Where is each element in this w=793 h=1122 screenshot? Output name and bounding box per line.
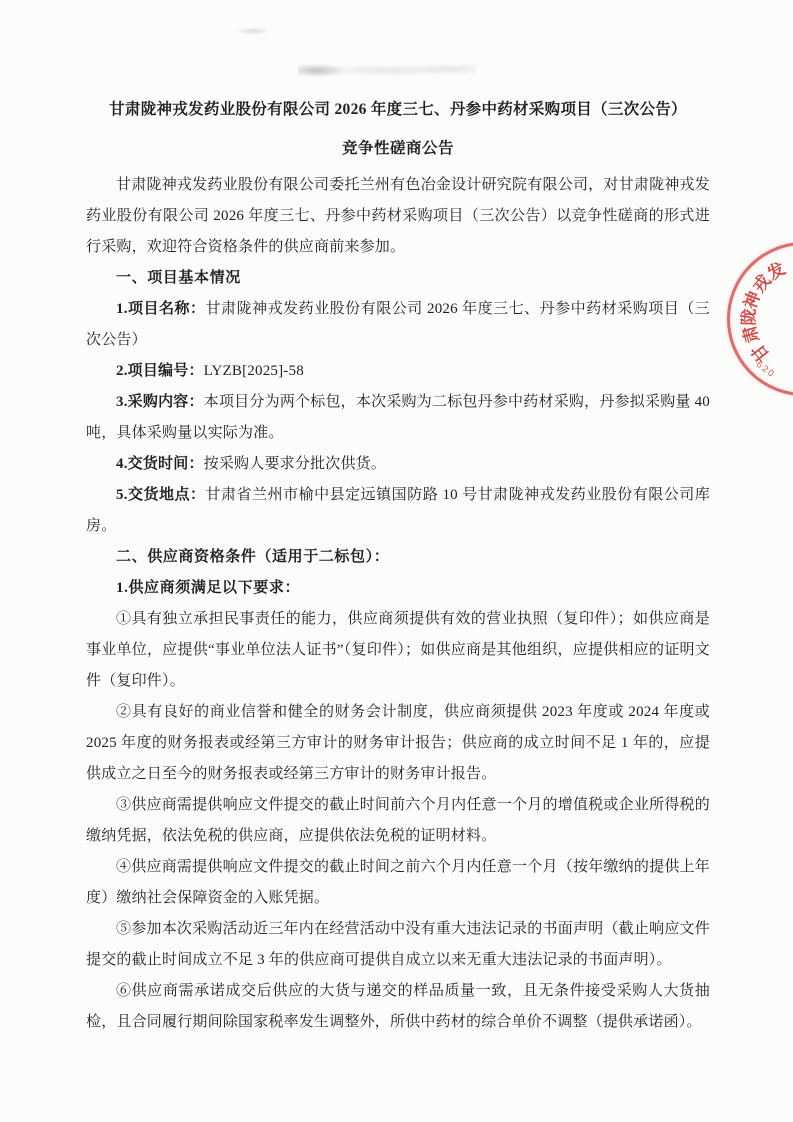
requirement-paragraph-4: ④供应商需提供响应文件提交的截止时间之前六个月内任意一个月（按年缴纳的提供上年度）缴纳社会保障资金的入账凭据。: [86, 859, 710, 906]
document-title: 甘肃陇神戎发药业股份有限公司 2026 年度三七、丹参中药材采购项目（三次公告）: [109, 101, 687, 118]
item-label: 2.项目编号：: [116, 363, 204, 379]
requirement-paragraph-5: ⑤参加本次采购活动近三年内在经营活动中没有重大违法记录的书面声明（截止响应文件提交的截止时间成立不足 3 年的供应商可提供自成立以来无重大违法记录的书面声明）。: [86, 921, 710, 968]
item-text: 按采购人要求分批次供货。: [203, 456, 387, 472]
section-heading-2: 二、供应商资格条件（适用于二标包）：: [116, 549, 390, 565]
item-text: 甘肃陇神戎发药业股份有限公司 2026 年度三七、丹参中药材采购项目（三次公告）: [86, 301, 711, 348]
item-label: 1.项目名称：: [116, 301, 206, 317]
item-label: 3.采购内容：: [116, 394, 204, 410]
scan-smudge: [226, 25, 280, 37]
item-text: 本项目分为两个标包，本次采购为二标包丹参中药材采购，丹参拟采购量 40 吨，具体采购量以实际为准。: [86, 394, 710, 441]
section2-sub-heading: 1.供应商须满足以下要求：: [116, 580, 301, 596]
requirement-paragraph-6: ⑥供应商需承诺成交后供应的大货与递交的样品质量一致，且无条件接受采购人大货抽检，且合同履行期间除国家税率发生调整外，所供中药材的综合单价不调整（提供承诺函）。: [86, 983, 710, 1030]
requirement-paragraph-1: ①具有独立承担民事责任的能力，供应商须提供有效的营业执照（复印件）；如供应商是事业单位，应提供“事业单位法人证书”（复印件）；如供应商是其他组织，应提供相应的证明文件（复印件）。: [86, 611, 710, 689]
stamp-character: 甘: [747, 340, 774, 366]
company-seal-stamp: [727, 242, 793, 396]
item-label: 4.交货时间：: [116, 456, 204, 472]
item-text: 甘肃省兰州市榆中县定远镇国防路 10 号甘肃陇神戎发药业股份有限公司库房。: [86, 487, 710, 534]
project-item-content: [86, 387, 710, 449]
item-label: 5.交货地点：: [116, 487, 206, 503]
stamp-number: 620: [754, 358, 778, 380]
stamp-character: 戎: [749, 271, 775, 297]
requirement-paragraph-3: ③供应商需提供响应文件提交的截止时间前六个月内任意一个月的增值税或企业所得税的缴纳凭据，依法免税的供应商，应提供依法免税的证明材料。: [86, 797, 710, 844]
document-body: [86, 96, 710, 1038]
scan-smudge: [298, 60, 476, 79]
project-item-name: [86, 294, 710, 356]
section-heading-1: 一、项目基本情况: [116, 270, 241, 286]
intro-paragraph: 甘肃陇神戎发药业股份有限公司委托兰州有色冶金设计研究院有限公司，对甘肃陇神戎发药业股份有限公司 2026 年度三七、丹参中药材采购项目（三次公告）以竞争性磋商的形式进行采购，欢迎符合资格条件的供应商前来参加。: [86, 177, 710, 255]
document-subtitle: 竞争性磋商公告: [341, 140, 454, 157]
stamp-character: 陇: [739, 308, 759, 326]
item-text: LYZB[2025]-58: [203, 363, 304, 379]
requirement-paragraph-2: ②具有良好的商业信誉和健全的财务会计制度，供应商须提供 2023 年度或 2024 年度或 2025 年度的财务报表或经第三方审计的财务审计报告；供应商的成立时间不足 1 年的，应提供成立之日至今的财务报表或经第三方审计的财务审计报告。: [86, 704, 710, 782]
stamp-character: 神: [740, 288, 765, 312]
project-item-delivery-place: [86, 480, 710, 542]
stamp-character: 发: [764, 258, 789, 284]
stamp-character: 肃: [739, 323, 763, 345]
project-item-delivery-time: [86, 449, 710, 480]
project-item-number: [86, 356, 710, 387]
